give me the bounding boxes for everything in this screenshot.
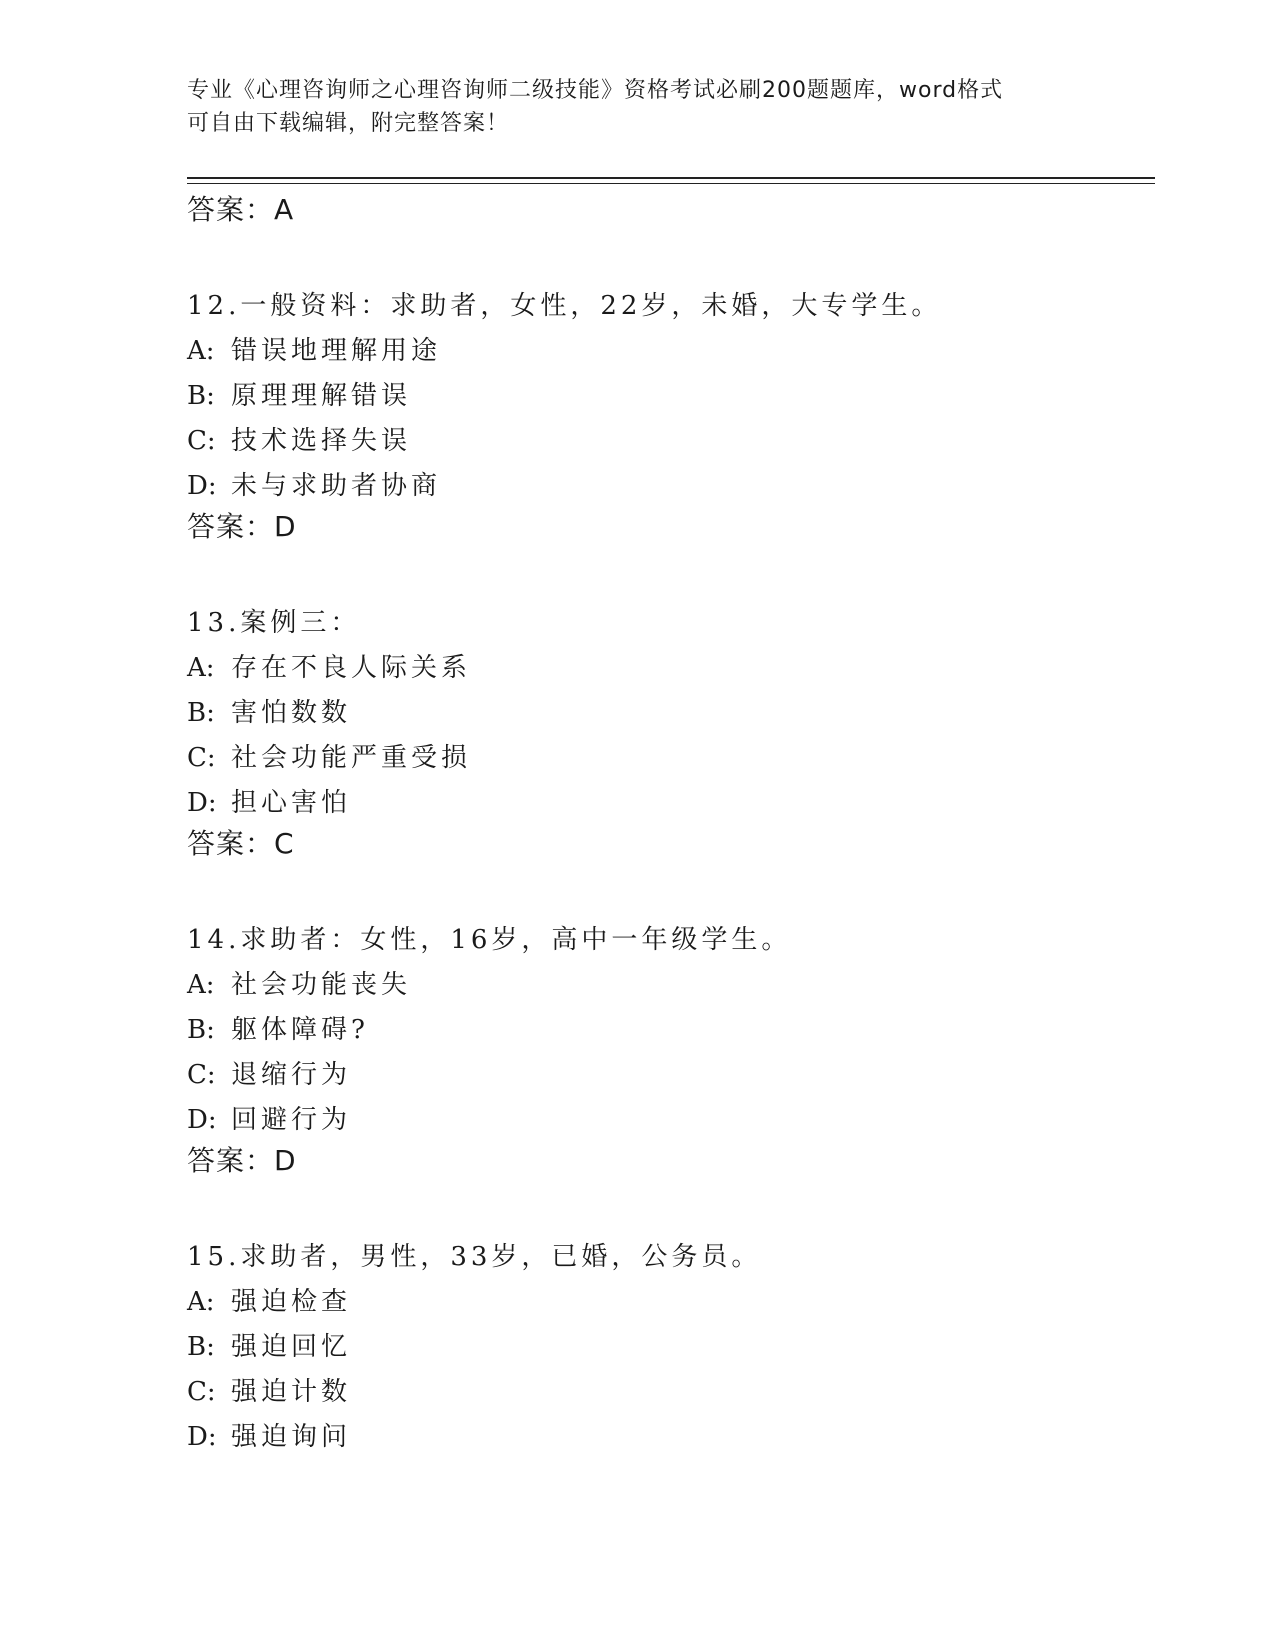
option-d [187, 464, 1147, 509]
answer-label: 答案：C [187, 827, 295, 860]
option-d [187, 781, 1147, 826]
option-a [187, 329, 1147, 374]
answer-label: 答案：D [187, 510, 297, 543]
option-letter: D: [187, 1422, 217, 1452]
page-header [187, 74, 1067, 140]
question-stem: 13.案例三： [187, 608, 361, 638]
option-letter: A: [187, 653, 215, 683]
option-text: 强迫计数 [231, 1377, 352, 1407]
option-text: 社会功能丧失 [231, 970, 412, 1000]
block-spacer [187, 545, 1147, 601]
option-letter: A: [187, 1287, 215, 1317]
option-b [187, 1325, 1147, 1370]
question-block [187, 284, 1147, 545]
question-stem: 12.一般资料：求助者，女性，22岁，未婚，大专学生。 [187, 291, 942, 321]
question-block [187, 1235, 1147, 1460]
option-letter: D: [187, 471, 217, 501]
option-letter: D: [187, 788, 217, 818]
block-spacer [187, 862, 1147, 918]
option-a [187, 646, 1147, 691]
option-text: 害怕数数 [231, 698, 352, 728]
option-b [187, 374, 1147, 419]
option-letter: D: [187, 1105, 217, 1135]
option-text: 退缩行为 [231, 1060, 352, 1090]
option-c [187, 1370, 1147, 1415]
option-letter: B: [187, 698, 215, 728]
block-spacer [187, 1179, 1147, 1235]
option-b [187, 1008, 1147, 1053]
option-c [187, 419, 1147, 464]
option-letter: C: [187, 1377, 216, 1407]
option-letter: A: [187, 336, 215, 366]
option-letter: C: [187, 426, 216, 456]
question-list [187, 192, 1147, 1460]
option-text: 错误地理解用途 [231, 336, 442, 366]
block-spacer [187, 228, 1147, 284]
option-text: 存在不良人际关系 [231, 653, 472, 683]
answer-label: 答案：D [187, 1144, 297, 1177]
option-text: 原理理解错误 [231, 381, 412, 411]
header-rule-thin [187, 183, 1155, 184]
option-letter: A: [187, 970, 215, 1000]
option-text: 回避行为 [231, 1105, 352, 1135]
option-text: 担心害怕 [231, 788, 352, 818]
option-text: 技术选择失误 [231, 426, 412, 456]
option-text: 未与求助者协商 [231, 471, 442, 501]
option-b [187, 691, 1147, 736]
question-block [187, 601, 1147, 862]
header-title-line-2: 可自由下载编辑，附完整答案！ [187, 111, 510, 136]
question-block [187, 918, 1147, 1179]
option-a [187, 963, 1147, 1008]
header-rule-thick [187, 177, 1155, 179]
option-c [187, 1053, 1147, 1098]
option-letter: C: [187, 1060, 216, 1090]
question-stem: 14.求助者：女性，16岁，高中一年级学生。 [187, 925, 792, 955]
option-letter: B: [187, 1015, 215, 1045]
option-c [187, 736, 1147, 781]
option-text: 强迫询问 [231, 1422, 352, 1452]
option-a [187, 1280, 1147, 1325]
answer-label: 答案：A [187, 193, 295, 226]
option-text: 强迫回忆 [231, 1332, 352, 1362]
option-text: 社会功能严重受损 [231, 743, 472, 773]
header-title-line-1: 专业《心理咨询师之心理咨询师二级技能》资格考试必刷200题题库，word格式 [187, 78, 1004, 103]
option-letter: C: [187, 743, 216, 773]
question-stem: 15.求助者，男性，33岁，已婚，公务员。 [187, 1242, 762, 1272]
option-letter: B: [187, 1332, 215, 1362]
option-d [187, 1415, 1147, 1460]
option-text: 躯体障碍? [231, 1015, 369, 1045]
option-text: 强迫检查 [231, 1287, 352, 1317]
option-letter: B: [187, 381, 215, 411]
option-d [187, 1098, 1147, 1143]
